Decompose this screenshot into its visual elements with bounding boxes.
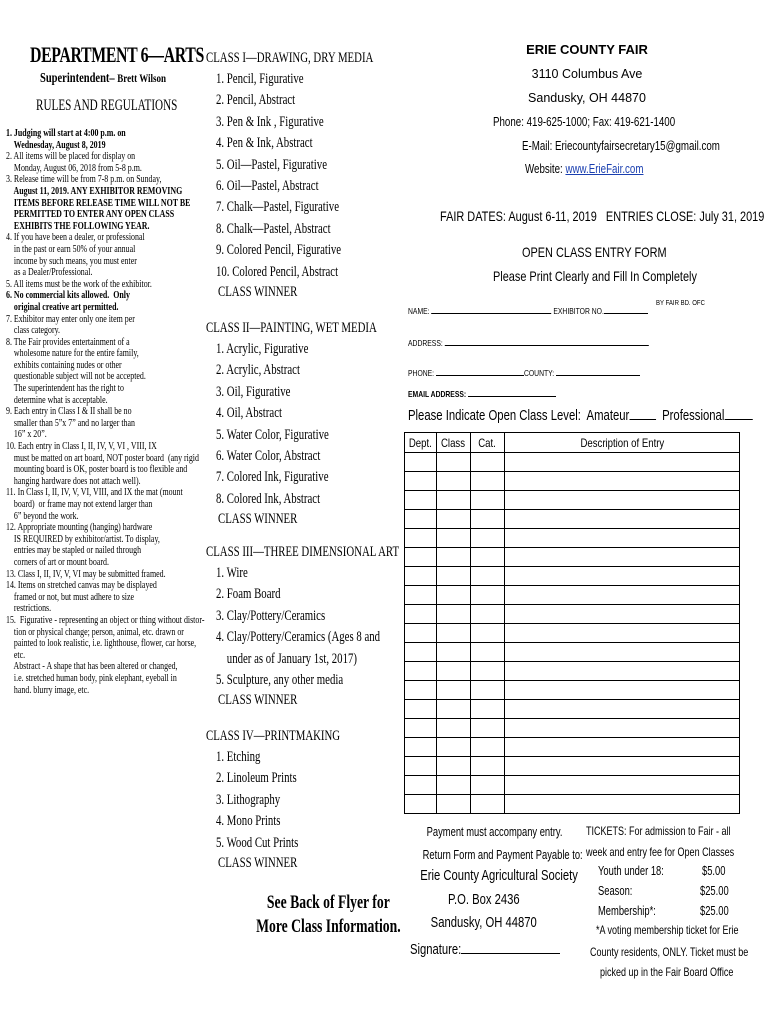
rule-line: 14. Items on stretched canvas may be displayed (6, 579, 157, 592)
class-cell[interactable] (437, 567, 471, 586)
cat-cell[interactable] (471, 567, 505, 586)
entry-row (405, 529, 740, 548)
rule-line: framed or not, but must adhere to size (6, 590, 135, 603)
class-cell[interactable] (437, 719, 471, 738)
rule-line: ITEMS BEFORE RELEASE TIME WILL NOT BE (6, 196, 191, 209)
description-cell[interactable] (505, 643, 740, 662)
fair-dates-line (440, 208, 764, 224)
cat-cell[interactable] (471, 624, 505, 643)
dept-cell[interactable] (405, 738, 437, 757)
dept-cell[interactable] (405, 472, 437, 491)
description-cell[interactable] (505, 529, 740, 548)
class-item: 5. Water Color, Figurative (216, 426, 329, 443)
class-item: 3. Lithography (216, 791, 281, 808)
rule-line: questionable subject will not be accepted. (6, 370, 146, 383)
class-item: 4. Pen & Ink, Abstract (216, 135, 313, 152)
signature-input-line[interactable] (461, 940, 560, 954)
cat-cell[interactable] (471, 719, 505, 738)
payment-block-3 (394, 867, 578, 885)
rule-line: determine what is acceptable. (6, 393, 108, 406)
dept-cell[interactable] (405, 662, 437, 681)
cat-cell[interactable] (471, 453, 505, 472)
class-cell[interactable] (437, 662, 471, 681)
phone-input-line[interactable] (436, 366, 524, 376)
class-cell[interactable] (437, 776, 471, 795)
rule-line: corners of art or mount board. (6, 555, 109, 568)
description-cell[interactable] (505, 586, 740, 605)
class-item: 2. Foam Board (216, 586, 281, 603)
class-item: 1. Wire (216, 565, 248, 581)
professional-input-line[interactable] (724, 407, 752, 420)
rule-line: 9. Each entry in Class I & II shall be no (6, 405, 132, 418)
entry-row (405, 738, 740, 757)
cat-cell[interactable] (471, 662, 505, 681)
see-back-line: More Class Information. (256, 916, 401, 937)
entry-row (405, 795, 740, 814)
rule-line: 12. Appropriate mounting (hanging) hardware (6, 521, 153, 534)
dept-cell[interactable] (405, 510, 437, 529)
form-title: OPEN CLASS ENTRY FORM (522, 244, 667, 260)
cat-cell[interactable] (471, 510, 505, 529)
entry-row (405, 510, 740, 529)
payment-po-box: P.O. Box 2436 (448, 891, 520, 908)
class-cell[interactable] (437, 586, 471, 605)
email-input-line[interactable] (468, 387, 556, 397)
rules-title: RULES AND REGULATIONS (36, 97, 178, 114)
class-item: 8. Chalk—Pastel, Abstract (216, 220, 331, 237)
dept-cell[interactable] (405, 757, 437, 776)
rule-line: 13. Class I, II, IV, V, VI may be submitted framed. (6, 567, 166, 580)
class-cell[interactable] (437, 738, 471, 757)
col-cat: Cat. (471, 433, 505, 453)
col-dept: Dept. (405, 433, 437, 453)
class-item: 1. Acrylic, Figurative (216, 341, 309, 357)
payment-block-5 (396, 914, 572, 932)
dept-cell[interactable] (405, 624, 437, 643)
class-cell[interactable] (437, 795, 471, 814)
description-cell[interactable] (505, 624, 740, 643)
rule-line: August 11, 2019. ANY EXHIBITOR REMOVING (6, 184, 183, 197)
class-heading: CLASS IV—PRINTMAKING (206, 728, 341, 744)
payment-city: Sandusky, OH 44870 (430, 914, 538, 931)
see-back-line: See Back of Flyer for (266, 892, 390, 913)
price-label: Season: (598, 884, 633, 898)
name-input-line[interactable] (431, 304, 551, 314)
rule-line: exhibits containing nudes or other (6, 358, 122, 371)
description-cell[interactable] (505, 472, 740, 491)
rule-line: in the past or earn 50% of your annual (6, 242, 136, 255)
rule-line: Wednesday, August 8, 2019 (6, 138, 106, 151)
rule-line: entries may be stapled or nailed through (6, 544, 142, 557)
class-cell[interactable] (437, 453, 471, 472)
payment-payee: Erie County Agricultural Society (420, 867, 578, 884)
tickets-intro-text: For admission to Fair - all (626, 824, 731, 838)
description-cell[interactable] (505, 719, 740, 738)
class-item: 3. Clay/Pottery/Ceramics (216, 607, 326, 624)
price-value: $5.00 (702, 864, 726, 878)
email-label: EMAIL ADDRESS: (408, 389, 467, 399)
entry-row (405, 491, 740, 510)
class-winner: CLASS WINNER (218, 511, 298, 528)
rule-line: must be matted on art board, NOT poster board (any rigid (6, 451, 199, 464)
phone-label: PHONE: (408, 368, 435, 378)
class-cell[interactable] (437, 510, 471, 529)
class-cell[interactable] (437, 548, 471, 567)
entry-row (405, 605, 740, 624)
rule-line: hanging hardware does not attach well). (6, 474, 141, 487)
rule-line: restrictions. (6, 602, 52, 615)
class-item: 9. Colored Pencil, Figurative (216, 242, 342, 259)
rule-line: 3. Release time will be from 7-8 p.m. on Sunday, (6, 173, 162, 186)
amateur-input-line[interactable] (629, 407, 656, 420)
rule-line: tion or physical change; person, animal, etc. drawn or (6, 625, 184, 638)
description-cell[interactable] (505, 510, 740, 529)
class-winner: CLASS WINNER (218, 855, 298, 871)
class-item: 4. Mono Prints (216, 813, 281, 830)
rule-line: 10. Each entry in Class I, II, IV, V, VI , VIII, IX (6, 440, 157, 453)
rule-line: as a Dealer/Professional. (6, 266, 93, 279)
rule-line: 6” beyond the work. (6, 509, 79, 522)
entry-row (405, 776, 740, 795)
entry-row (405, 453, 740, 472)
price-value: $25.00 (700, 904, 729, 918)
description-cell[interactable] (505, 681, 740, 700)
rule-line: 7. Exhibitor may enter only one item per (6, 312, 135, 325)
ticket-note: *A voting membership ticket for Erie (596, 923, 739, 937)
fair-address-2: Sandusky, OH 44870 (528, 91, 646, 105)
dept-cell[interactable] (405, 491, 437, 510)
class-winner: CLASS WINNER (218, 692, 298, 709)
department-title: DEPARTMENT 6—ARTS (30, 42, 204, 67)
cat-cell[interactable] (471, 605, 505, 624)
class-item: 2. Pencil, Abstract (216, 92, 296, 109)
by-fair-note: BY FAIR BD. OFC (656, 298, 705, 307)
price-label: Membership*: (598, 904, 656, 918)
rule-line: 8. The Fair provides entertainment of a (6, 335, 130, 348)
class-item: 7. Chalk—Pastel, Figurative (216, 199, 339, 216)
rule-line: 16” x 20”. (6, 428, 47, 441)
rule-line: IS REQUIRED by exhibitor/artist. To display, (6, 532, 160, 545)
class-winner: CLASS WINNER (218, 284, 298, 300)
level-line (408, 407, 752, 424)
rule-line: 1. Judging will start at 4:00 p.m. on (6, 127, 126, 139)
dept-cell[interactable] (405, 605, 437, 624)
dept-cell[interactable] (405, 453, 437, 472)
class-item: 4. Clay/Pottery/Ceramics (Ages 8 and (216, 629, 381, 646)
entry-row (405, 586, 740, 605)
entry-row (405, 700, 740, 719)
description-cell[interactable] (505, 491, 740, 510)
entry-row (405, 662, 740, 681)
ticket-note: picked up in the Fair Board Office (600, 965, 734, 979)
description-cell[interactable] (505, 700, 740, 719)
signature-label: Signature: (410, 941, 462, 958)
rule-line: Abstract - A shape that has been altered or changed, (6, 660, 178, 673)
rule-line: i.e. stretched human body, pink elephant, eyeball in (6, 671, 177, 684)
form-subtitle: Please Print Clearly and Fill In Completely (493, 268, 697, 284)
dept-cell[interactable] (405, 548, 437, 567)
class-heading: CLASS III—THREE DIMENSIONAL ART (206, 544, 400, 560)
dept-cell[interactable] (405, 681, 437, 700)
rule-line: board) or frame may not extend larger than (6, 498, 153, 510)
description-cell[interactable] (505, 605, 740, 624)
rule-line: smaller than 5”x 7” and no larger than (6, 416, 135, 429)
class-item: 8. Colored Ink, Abstract (216, 490, 321, 507)
entry-row (405, 624, 740, 643)
class-item: 5. Oil—Pastel, Figurative (216, 156, 327, 173)
rule-line: class category. (6, 324, 61, 337)
address-field[interactable] (408, 336, 649, 348)
description-cell[interactable] (505, 795, 740, 814)
class-item: 1. Pencil, Figurative (216, 71, 304, 87)
class-item: under as of January 1st, 2017) (216, 650, 357, 667)
superintendent-label: Superintendent– (40, 71, 115, 86)
class-item: 3. Pen & Ink , Figurative (216, 113, 324, 130)
dept-cell[interactable] (405, 795, 437, 814)
description-cell[interactable] (505, 738, 740, 757)
exhibitor-label: EXHIBITOR NO. (553, 306, 604, 316)
rule-line: 11. In Class I, II, IV, V, VI, VIII, and IX the mat (mount (6, 486, 183, 499)
website-label: Website: (525, 162, 566, 176)
email-field[interactable] (408, 387, 556, 399)
fair-website (525, 162, 643, 176)
superintendent-name: Brett Wilson (117, 71, 167, 85)
rule-line: 2. All items will be placed for display on (6, 150, 136, 163)
price-value: $25.00 (700, 884, 729, 898)
dept-cell[interactable] (405, 643, 437, 662)
website-link[interactable]: www.ErieFair.com (565, 162, 644, 176)
description-cell[interactable] (505, 757, 740, 776)
class-item: 6. Water Color, Abstract (216, 448, 321, 464)
rule-line: mounting board is OK, poster board is too flexible and (6, 463, 188, 476)
cat-cell[interactable] (471, 548, 505, 567)
payment-block-2 (396, 846, 583, 864)
rule-line: 15. Figurative - representing an object or thing without distor- (6, 613, 205, 626)
cat-cell[interactable] (471, 757, 505, 776)
class-cell[interactable] (437, 529, 471, 548)
rule-line: original creative art permitted. (6, 300, 119, 313)
tickets-intro-2: week and entry fee for Open Classes (586, 845, 735, 859)
price-label: Youth under 18: (598, 864, 664, 878)
entry-row (405, 719, 740, 738)
dept-cell[interactable] (405, 529, 437, 548)
county-input-line[interactable] (556, 366, 640, 376)
rule-line: 4. If you have been a dealer, or professional (6, 231, 145, 244)
class-cell[interactable] (437, 491, 471, 510)
cat-cell[interactable] (471, 491, 505, 510)
class-item: 1. Etching (216, 749, 261, 765)
name-label: NAME: (408, 306, 430, 316)
entry-row (405, 567, 740, 586)
level-prompt: Please Indicate Open Class Level: (408, 408, 581, 424)
tickets-intro (586, 824, 731, 838)
col-description: Description of Entry (505, 433, 740, 453)
class-heading: CLASS II—PAINTING, WET MEDIA (206, 320, 377, 336)
class-item: 5. Sculpture, any other media (216, 672, 344, 688)
class-heading: CLASS I—DRAWING, DRY MEDIA (206, 50, 374, 66)
exhibitor-input-line[interactable] (604, 304, 648, 314)
signature-field[interactable] (410, 940, 560, 958)
payment-block (404, 823, 580, 841)
dept-cell[interactable] (405, 719, 437, 738)
rule-line: hand. blurry image, etc. (6, 683, 90, 696)
rule-line: painted to look realistic, i.e. lighthouse, flower, car horse, (6, 637, 197, 650)
rule-line: The superintendent has the right to (6, 382, 124, 395)
class-cell[interactable] (437, 757, 471, 776)
rule-line: EXHIBITS THE FOLLOWING YEAR. (6, 219, 150, 232)
rule-line: wholesome nature for the entire family, (6, 347, 139, 360)
cat-cell[interactable] (471, 472, 505, 491)
description-cell[interactable] (505, 567, 740, 586)
fair-phone-fax: Phone: 419-625-1000; Fax: 419-621-1400 (493, 115, 676, 129)
description-cell[interactable] (505, 662, 740, 681)
entry-row (405, 643, 740, 662)
address-label: ADDRESS: (408, 338, 443, 348)
class-cell[interactable] (437, 643, 471, 662)
rule-line: PERMITTED TO ENTER ANY OPEN CLASS (6, 208, 175, 221)
class-cell[interactable] (437, 472, 471, 491)
rule-line: income by such means, you must enter (6, 254, 137, 267)
class-item: 4. Oil, Abstract (216, 405, 282, 422)
entry-row (405, 548, 740, 567)
class-cell[interactable] (437, 681, 471, 700)
county-label: COUNTY: (523, 368, 555, 378)
class-item: 7. Colored Ink, Figurative (216, 469, 329, 486)
cat-cell[interactable] (471, 586, 505, 605)
phone-field[interactable] (408, 366, 640, 378)
description-cell[interactable] (505, 453, 740, 472)
rule-line: Monday, August 06, 2018 from 5-8 p.m. (6, 161, 142, 174)
cat-cell[interactable] (471, 529, 505, 548)
class-item: 2. Linoleum Prints (216, 770, 297, 787)
class-cell[interactable] (437, 624, 471, 643)
dept-cell[interactable] (405, 776, 437, 795)
cat-cell[interactable] (471, 776, 505, 795)
see-back-note (256, 891, 401, 939)
entry-row (405, 472, 740, 491)
fair-dates: FAIR DATES: August 6-11, 2019 (440, 208, 597, 224)
amateur-label: Amateur (586, 408, 630, 424)
dept-cell[interactable] (405, 700, 437, 719)
class-item: 6. Oil—Pastel, Abstract (216, 178, 319, 194)
cat-cell[interactable] (471, 643, 505, 662)
class-item: 3. Oil, Figurative (216, 383, 291, 400)
entry-row (405, 681, 740, 700)
entry-row (405, 757, 740, 776)
name-field[interactable] (408, 304, 648, 316)
class-item: 2. Acrylic, Abstract (216, 362, 300, 379)
entry-table-header (405, 433, 740, 453)
description-cell[interactable] (505, 548, 740, 567)
payment-block-4 (396, 891, 572, 909)
cat-cell[interactable] (471, 681, 505, 700)
dept-cell[interactable] (405, 567, 437, 586)
fair-address-1: 3110 Columbus Ave (531, 67, 643, 81)
payment-line: Return Form and Payment Payable to: (422, 848, 583, 862)
fair-email[interactable]: E-Mail: Eriecountyfairsecretary15@gmail.com (522, 139, 720, 153)
rule-line: 5. All items must be the work of the exhibitor. (6, 277, 152, 290)
rules-list (6, 127, 205, 696)
ticket-note: County residents, ONLY. Ticket must be (590, 945, 749, 959)
professional-label: Professional (662, 408, 725, 424)
fair-name: ERIE COUNTY FAIR (526, 42, 648, 57)
description-cell[interactable] (505, 776, 740, 795)
cat-cell[interactable] (471, 795, 505, 814)
entry-table (404, 432, 740, 814)
rule-line: etc. (6, 648, 26, 661)
class-cell[interactable] (437, 605, 471, 624)
superintendent-line (40, 71, 166, 87)
tickets-heading: TICKETS: (586, 824, 627, 838)
rule-line: 6. No commercial kits allowed. Only (6, 289, 130, 302)
class-item: 5. Wood Cut Prints (216, 834, 299, 851)
dept-cell[interactable] (405, 586, 437, 605)
class-item: 10. Colored Pencil, Abstract (216, 263, 339, 280)
payment-line: Payment must accompany entry. (426, 825, 563, 839)
address-input-line[interactable] (445, 336, 649, 346)
entries-close: ENTRIES CLOSE: July 31, 2019 (605, 208, 765, 224)
col-class: Class (437, 433, 471, 453)
cat-cell[interactable] (471, 700, 505, 719)
class-cell[interactable] (437, 700, 471, 719)
cat-cell[interactable] (471, 738, 505, 757)
